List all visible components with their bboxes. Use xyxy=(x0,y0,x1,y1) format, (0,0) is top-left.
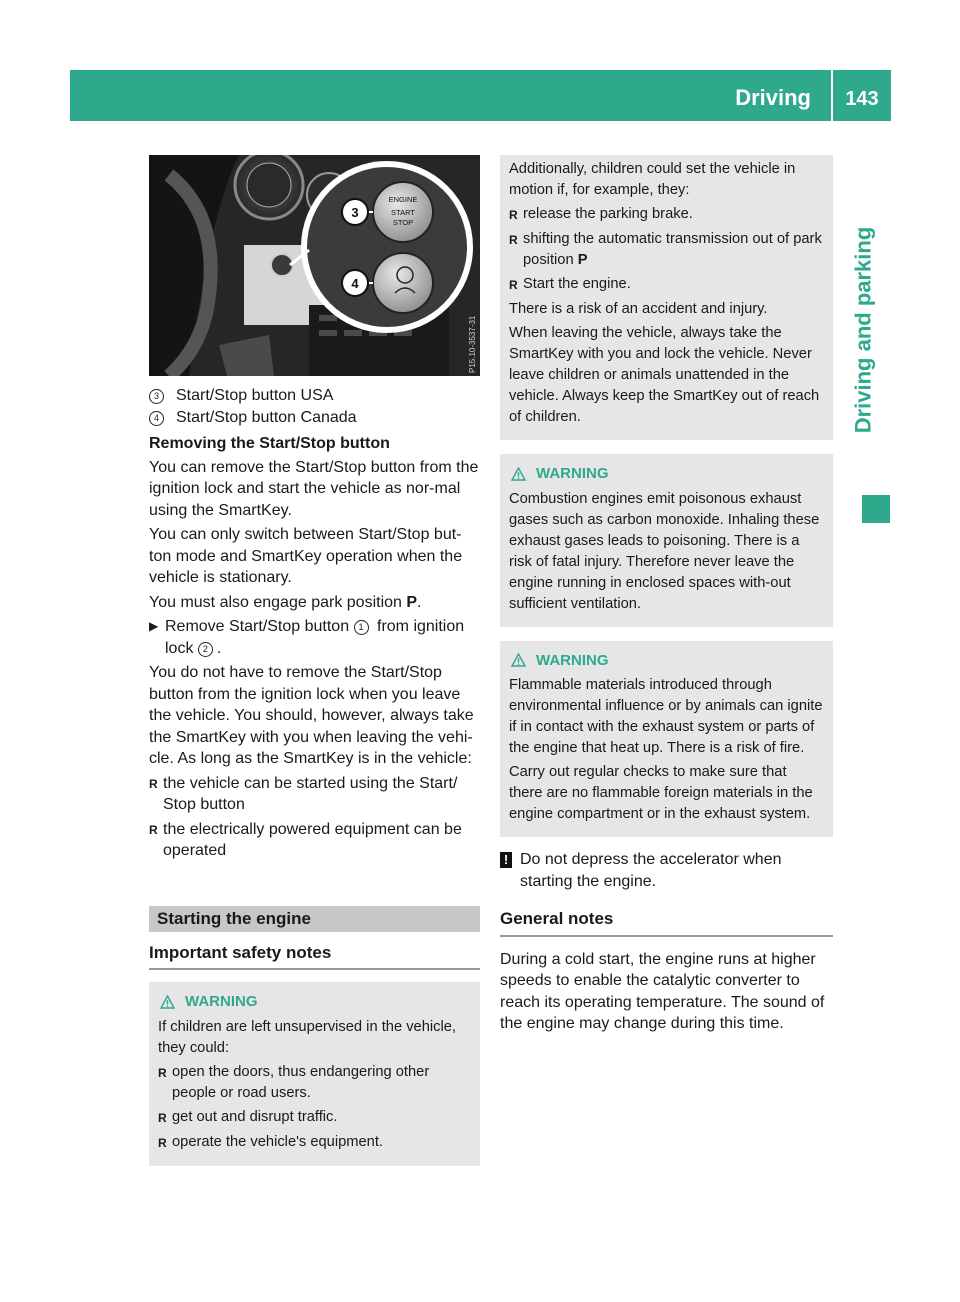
legend-item xyxy=(149,385,480,407)
bullet-icon: R xyxy=(149,776,158,791)
list-item: R operate the vehicle's equipment. xyxy=(158,1132,471,1154)
bullet-icon: R xyxy=(149,822,158,837)
warning-text: When leaving the vehicle, always take the SmartKey with you and lock the vehicle. Never leave children or animals unattended in the vehicle. Always keep the SmartKey out of reach of children. xyxy=(509,325,820,425)
warning-triangle-icon xyxy=(511,467,526,481)
left-column xyxy=(149,155,480,1166)
warning-text: Flammable materials introduced through environmental influence or by animals can ignite if in contact with the exhaust system or parts of the engine that heat up. There is a risk of fire. xyxy=(509,677,823,756)
removing-paragraph-1: You can remove the Start/Stop button from the ignition lock and start the vehicle as nor-mal using the SmartKey. xyxy=(149,458,479,519)
note-accelerator xyxy=(500,849,833,892)
chapter-marker-block xyxy=(862,495,890,523)
legend-number: 3 xyxy=(149,389,164,404)
bullet-icon: R xyxy=(158,1135,167,1150)
start-label: START xyxy=(391,208,415,217)
exclamation-icon: ! xyxy=(500,852,512,868)
warning-triangle-icon xyxy=(160,995,175,1009)
stop-label: STOP xyxy=(392,218,414,227)
legend-number: 4 xyxy=(149,411,164,426)
warning-box-exhaust xyxy=(500,454,833,627)
warning-label: WARNING xyxy=(536,651,609,669)
warning-text: Additionally, children could set the vehicle in motion if, for example, they: xyxy=(509,161,796,198)
bullet-icon: R xyxy=(509,233,518,247)
general-notes-text: During a cold start, the engine runs at higher speeds to enable the catalytic converter to reach its operating temperature. The sound of the engine may change during this time. xyxy=(500,950,825,1032)
bullet-icon: R xyxy=(509,278,518,292)
warning-text: Carry out regular checks to make sure that there are no flammable foreign materials in the engine compartment or in the exhaust system. xyxy=(509,764,813,822)
list-item: R open the doors, thus endangering other people or road users. xyxy=(158,1062,471,1104)
warning-box-flammable xyxy=(500,641,833,838)
list-item: R Start the engine. xyxy=(509,274,824,296)
engine-label: ENGINE xyxy=(388,195,418,204)
dashboard-illustration xyxy=(149,155,480,376)
warning-header xyxy=(158,991,471,1013)
svg-text:3: 3 xyxy=(351,205,359,220)
page-header xyxy=(70,70,891,121)
bullet-icon: R xyxy=(158,1065,167,1080)
header-section-title: Driving xyxy=(735,85,811,110)
image-code: P15.10-3537-31 xyxy=(468,315,477,373)
warning-label: WARNING xyxy=(185,993,258,1010)
list-item: R shifting the automatic transmission out of park position P xyxy=(509,229,824,271)
list-item: R get out and disrupt traffic. xyxy=(158,1107,471,1129)
section-title-bar: Starting the engine xyxy=(149,906,480,932)
warning-label: WARNING xyxy=(536,465,609,482)
right-column xyxy=(500,155,833,1038)
svg-text:4: 4 xyxy=(351,276,359,291)
instruction-step: ▶ Remove Start/Stop button 1 from ignition lock 2 . xyxy=(149,616,480,659)
warning-box-children xyxy=(149,982,480,1166)
callout-1-icon: 1 xyxy=(354,620,369,635)
chapter-side-tab xyxy=(835,226,891,434)
warning-box-children-continued xyxy=(500,155,833,440)
removing-heading: Removing the Start/Stop button xyxy=(149,435,390,452)
warning-header xyxy=(509,650,824,672)
arrow-icon: ▶ xyxy=(149,619,159,633)
general-notes-heading: General notes xyxy=(500,908,833,937)
warning-triangle-icon xyxy=(511,653,526,667)
legend-item xyxy=(149,407,480,429)
page-number: 143 xyxy=(845,88,879,110)
callout-2-icon: 2 xyxy=(198,642,213,657)
warning-text: If children are left unsupervised in the vehicle, they could: xyxy=(158,1018,456,1056)
removing-paragraph-2: You can only switch between Start/Stop but-ton mode and SmartKey operation when the vehicle is stationary. xyxy=(149,526,463,586)
removing-paragraph-3: You must also engage park position P. xyxy=(149,593,422,611)
removing-paragraph-4: You do not have to remove the Start/Stop button from the ignition lock when you leave the vehicle. You should, however, always take the SmartKey with you when leaving the vehi-cle. As long as the SmartKey is in the vehicle: xyxy=(149,664,474,767)
subsection-heading: Important safety notes xyxy=(149,942,480,971)
warning-text: Combustion engines emit poisonous exhaust gases such as carbon monoxide. Inhaling these exhaust gases leads to poisoning. There is a risk of fatal injury. Therefore never leave the engine running in enclosed spaces with-out sufficient ventilation. xyxy=(509,490,820,612)
bullet-icon: R xyxy=(509,208,518,222)
list-item: R the vehicle can be started using the Start/ Stop button xyxy=(149,773,480,816)
warning-text: There is a risk of an accident and injury. xyxy=(509,301,768,317)
start-stop-button-photo xyxy=(149,155,480,376)
photo-legend xyxy=(149,385,480,428)
list-item: R the electrically powered equipment can be operated xyxy=(149,819,480,862)
legend-text: Start/Stop button Canada xyxy=(176,408,357,426)
list-item: R release the parking brake. xyxy=(509,204,824,226)
warning-header xyxy=(509,463,824,485)
bullet-icon: R xyxy=(158,1110,167,1125)
chapter-side-label: Driving and parking xyxy=(850,226,876,434)
note-text: Do not depress the accelerator when starting the engine. xyxy=(520,851,782,890)
legend-text: Start/Stop button USA xyxy=(176,387,334,404)
